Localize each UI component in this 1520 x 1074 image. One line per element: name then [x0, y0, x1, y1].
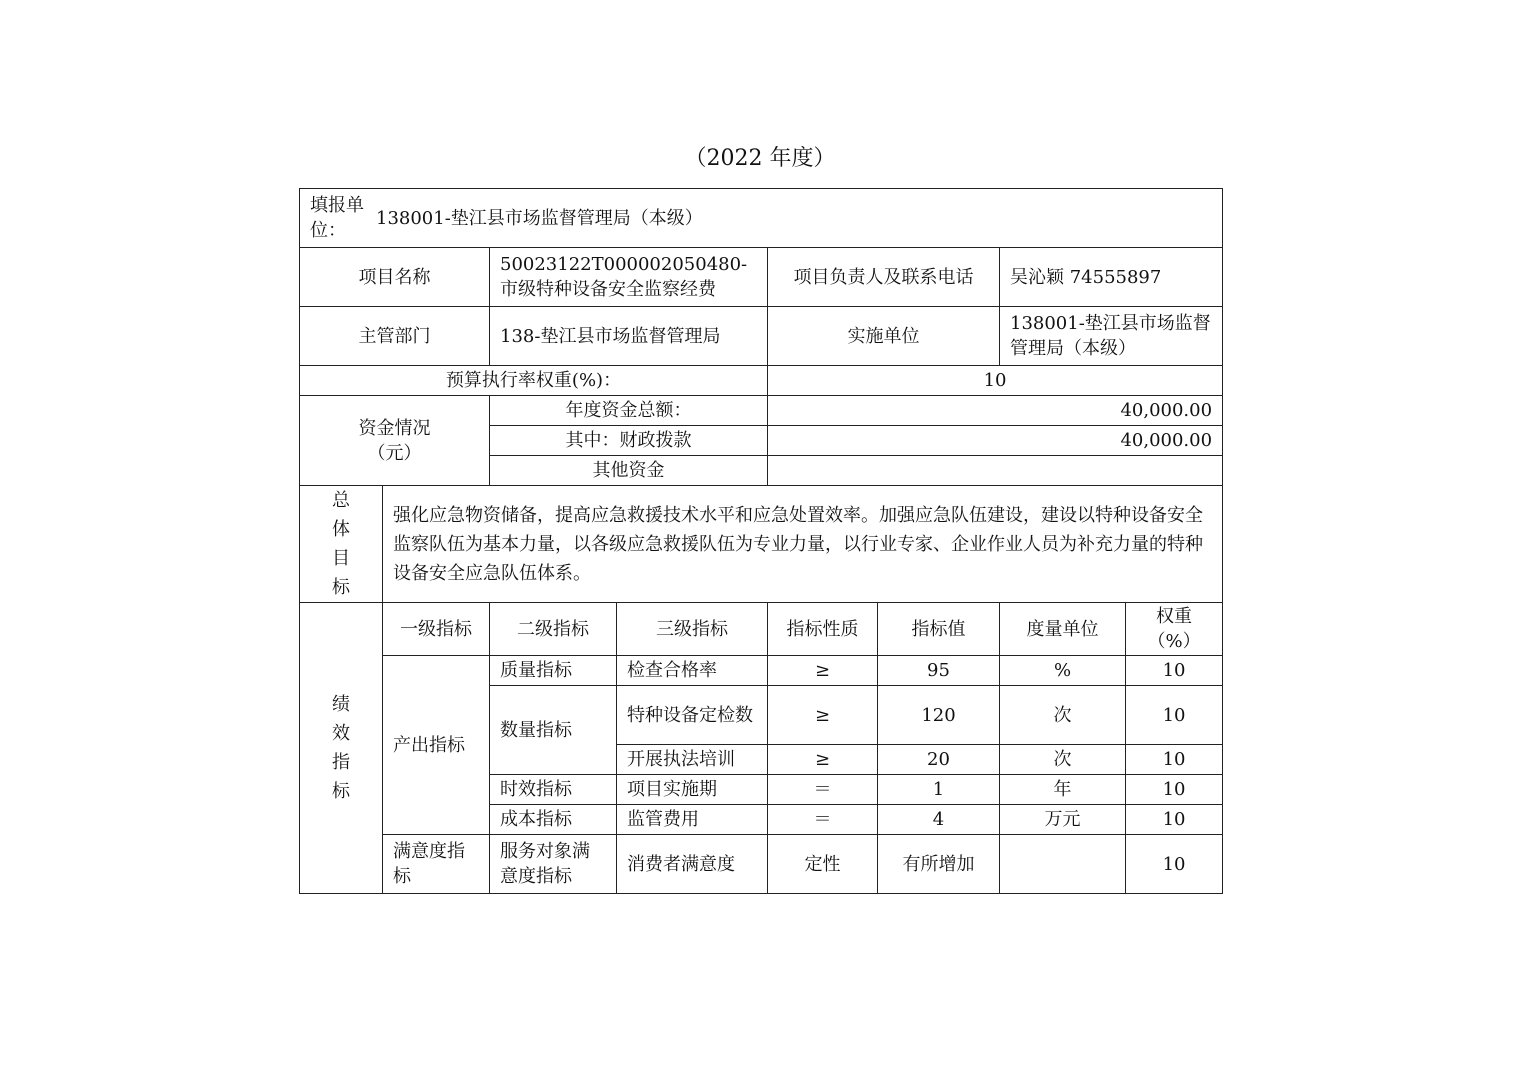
goal-text: 强化应急物资储备，提高应急救援技术水平和应急处置效率。加强应急队伍建设，建设以特种设备安全监察队伍为基本力量，以各级应急救援队伍为专业力量，以行业专家、企业作业人员为补充力量的特种设备安全应急队伍体系。	[383, 486, 1223, 603]
third-indicator: 监管费用	[617, 805, 768, 835]
header-level2: 二级指标	[490, 603, 617, 656]
quality-indicator-label: 质量指标	[490, 656, 617, 686]
indicator-unit: 次	[1000, 686, 1126, 745]
indicator-unit: 万元	[1000, 805, 1126, 835]
page-title: （2022 年度）	[684, 146, 836, 171]
third-indicator: 开展执法培训	[617, 745, 768, 775]
header-weight: 权重（%）	[1126, 603, 1223, 656]
unit-label: 填报单位：	[310, 195, 364, 241]
indicator-value: 20	[878, 745, 1000, 775]
table-row	[300, 656, 1223, 686]
table-row	[300, 835, 1223, 894]
indicator-weight: 10	[1126, 835, 1223, 894]
implementing-unit-value: 138001-垫江县市场监督管理局（本级）	[1000, 307, 1223, 366]
unit-value: 138001-垫江县市场监督管理局（本级）	[376, 207, 703, 229]
indicator-weight: 10	[1126, 745, 1223, 775]
funds-label	[300, 396, 490, 486]
indicator-value: 120	[878, 686, 1000, 745]
cost-indicator-label: 成本指标	[490, 805, 617, 835]
indicator-nature: ＝	[768, 805, 878, 835]
performance-goal-table	[299, 188, 1223, 894]
indicator-nature: ≥	[768, 686, 878, 745]
department-label: 主管部门	[300, 307, 490, 366]
goal-label	[300, 486, 383, 603]
performance-header-row	[300, 603, 1223, 656]
indicator-weight: 10	[1126, 805, 1223, 835]
department-value: 138-垫江县市场监督管理局	[490, 307, 768, 366]
funds-label-line2: （元）	[367, 442, 422, 464]
indicator-value: 95	[878, 656, 1000, 686]
performance-label	[300, 603, 383, 894]
indicator-nature: ≥	[768, 656, 878, 686]
funds-fiscal-value: 40,000.00	[768, 426, 1223, 456]
output-indicator-label: 产出指标	[383, 656, 490, 835]
budget-weight-row	[300, 366, 1223, 396]
implementing-unit-label: 实施单位	[768, 307, 1000, 366]
project-row	[300, 248, 1223, 307]
funds-label-line1: 资金情况	[358, 417, 431, 439]
third-indicator: 项目实施期	[617, 775, 768, 805]
goal-label-char: 标	[332, 577, 350, 598]
indicator-nature: ≥	[768, 745, 878, 775]
department-row	[300, 307, 1223, 366]
timeliness-indicator-label: 时效指标	[490, 775, 617, 805]
header-unit: 度量单位	[1000, 603, 1126, 656]
indicator-value: 4	[878, 805, 1000, 835]
indicator-weight: 10	[1126, 775, 1223, 805]
performance-label-char: 效	[332, 723, 350, 744]
goal-label-char: 目	[332, 548, 350, 569]
project-contact-label: 项目负责人及联系电话	[768, 248, 1000, 307]
third-indicator: 检查合格率	[617, 656, 768, 686]
header-nature: 指标性质	[768, 603, 878, 656]
funds-fiscal-label: 其中：财政拨款	[490, 426, 768, 456]
quantity-indicator-label: 数量指标	[490, 686, 617, 775]
third-indicator: 特种设备定检数	[617, 686, 768, 745]
goal-row	[300, 486, 1223, 603]
indicator-nature: 定性	[768, 835, 878, 894]
indicator-unit	[1000, 835, 1126, 894]
unit-row	[300, 189, 1223, 248]
budget-weight-label: 预算执行率权重(%)：	[300, 366, 768, 396]
satisfaction-indicator-label: 满意度指标	[383, 835, 490, 894]
performance-label-char: 指	[332, 752, 350, 773]
performance-label-char: 绩	[332, 694, 350, 715]
goal-label-char: 体	[332, 519, 350, 540]
service-satisfaction-label: 服务对象满意度指标	[490, 835, 617, 894]
header-level1: 一级指标	[383, 603, 490, 656]
third-indicator: 消费者满意度	[617, 835, 768, 894]
indicator-weight: 10	[1126, 656, 1223, 686]
indicator-unit: 年	[1000, 775, 1126, 805]
funds-other-value	[768, 456, 1223, 486]
indicator-value: 有所增加	[878, 835, 1000, 894]
indicator-unit: 次	[1000, 745, 1126, 775]
indicator-value: 1	[878, 775, 1000, 805]
performance-label-char: 标	[332, 781, 350, 802]
funds-total-label: 年度资金总额：	[490, 396, 768, 426]
header-level3: 三级指标	[617, 603, 768, 656]
header-value: 指标值	[878, 603, 1000, 656]
indicator-nature: ＝	[768, 775, 878, 805]
project-name-label: 项目名称	[300, 248, 490, 307]
budget-weight-value: 10	[768, 366, 1223, 396]
goal-label-char: 总	[332, 490, 350, 511]
project-name-value: 50023122T000002050480-市级特种设备安全监察经费	[490, 248, 768, 307]
funds-total-value: 40,000.00	[768, 396, 1223, 426]
funds-row-total	[300, 396, 1223, 426]
funds-other-label: 其他资金	[490, 456, 768, 486]
indicator-weight: 10	[1126, 686, 1223, 745]
indicator-unit: %	[1000, 656, 1126, 686]
unit-cell	[300, 189, 1223, 248]
project-contact-value: 吴沁颖 74555897	[1000, 248, 1223, 307]
